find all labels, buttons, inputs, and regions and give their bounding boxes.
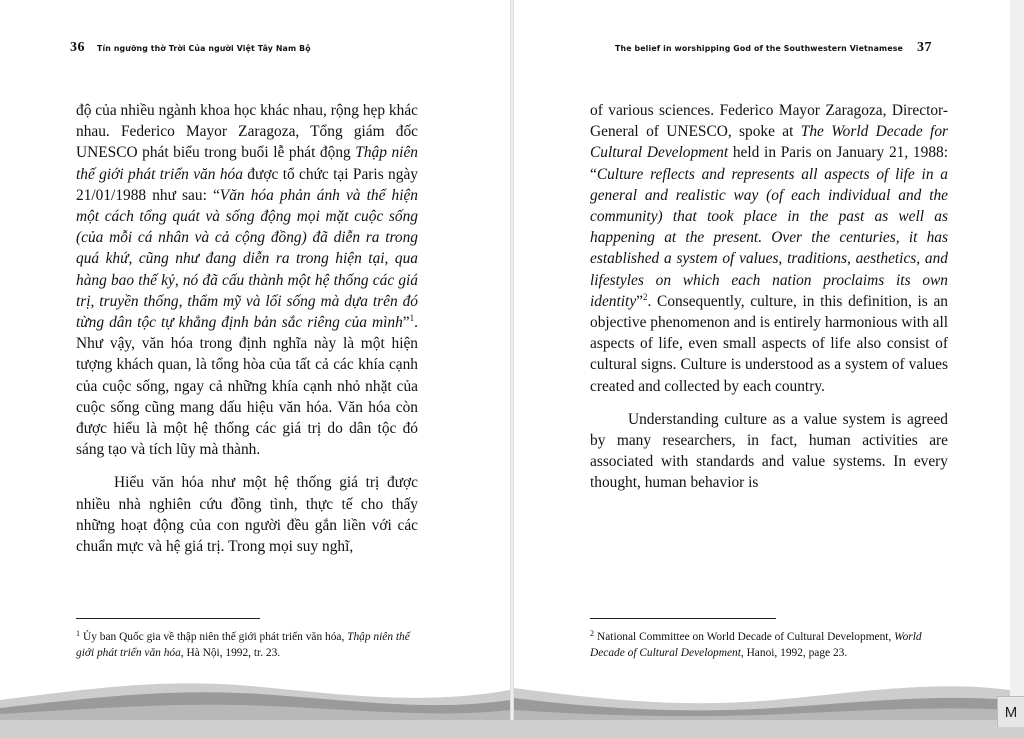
right-paragraph-1: of various sciences. Federico Mayor Zaragoza, Director-General of UNESCO, spoke at The World Decade for Cultural Development held in Paris on January 21, 1988: “Culture reflects and represents all aspects of life in a general and realistic way (of each individual and the community) that took place in the past as well as happening at the present. Over the centuries, it has established a system of values, traditions, aesthetics, and lifestyles on which each nation proclaims its own identity”$^2$. Consequently, culture, in this definition, is an objective phenomenon and is entirely harmonious with all aspects of life, even small aspects of life also consist of cultural signs. Culture is understood as a system of values created and collected by each country. xyxy=(590,102,949,395)
right-page xyxy=(514,0,1010,720)
footnote-ref-2: 2 xyxy=(643,291,648,302)
viewer-bottom-bar xyxy=(0,720,1024,738)
left-paragraph-2: Hiểu văn hóa như một hệ thống giá trị được nhiều nhà nghiên cứu đồng tình, thực tế cho thấy những hoạt động của con người đều gắn liền với các chuẩn mực và hệ giá trị. Trong mọi suy nghĩ, xyxy=(76,474,418,556)
left-page xyxy=(0,0,510,720)
right-body-text xyxy=(590,100,948,506)
left-running-title: Tín ngưỡng thờ Trời Của người Việt Tây Nam Bộ xyxy=(97,43,311,53)
viewer-corner-tab[interactable]: M xyxy=(997,696,1024,727)
right-paragraph-2: Understanding culture as a value system is agreed by many researchers, in fact, human activities are associated with standards and value systems. In every thought, human behavior is xyxy=(590,410,948,492)
right-running-title: The belief in worshipping God of the Southwestern Vietnamese xyxy=(615,43,903,53)
left-page-number: 36 xyxy=(70,40,85,55)
left-footnote-rule xyxy=(76,618,260,619)
left-footnote: $^1$ Ủy ban Quốc gia về thập niên thế giới phát triển văn hóa, Thập niên thế giới phát triển văn hóa, Hà Nội, 1992, tr. 23. xyxy=(76,629,410,659)
right-footnote-rule xyxy=(590,618,776,619)
left-running-head xyxy=(70,38,311,58)
right-wave-decoration xyxy=(514,660,1010,720)
right-footnote: $^2$ National Committee on World Decade of Cultural Development, World Decade of Cultural Development, Hanoi, 1992, page 23. xyxy=(590,629,922,659)
footnote-ref-1: 1 xyxy=(409,313,415,324)
right-page-number: 37 xyxy=(917,40,932,55)
footnote-mark-1: 1 xyxy=(76,629,80,638)
footnote-mark-2: 2 xyxy=(590,629,594,638)
left-body-text xyxy=(76,100,418,569)
left-paragraph-1: độ của nhiều ngành khoa học khác nhau, rộng hẹp khác nhau. Federico Mayor Zaragoza, Tổng giám đốc UNESCO phát biểu trong buổi lễ phát động Thập niên thế giới phát triển văn hóa được tổ chức tại Paris ngày 21/01/1988 như sau: “Văn hóa phản ánh và thể hiện một cách tổng quát và sống động mọi mặt cuộc sống (của mỗi cá nhân và cả cộng đồng) đã diễn ra trong quá khứ, cũng như đang diễn ra trong hiện tại, qua hàng bao thế kỷ, nó đã cấu thành một hệ thống các giá trị, truyền thống, thẩm mỹ và lối sống mà dựa trên đó từng dân tộc tự khẳng định bản sắc riêng của mình”$^1$. Như vậy, văn hóa trong định nghĩa này là một hiện tượng khách quan, là tổng hòa của tất cả các khía cạnh của cuộc sống, ngay cả những khía cạnh nhỏ nhặt của cuộc sống cũng mang dấu hiệu văn hóa. Văn hóa còn được hiểu là một hệ thống các giá trị do dân tộc đó sáng tạo và tích lũy mà thành. xyxy=(76,102,418,459)
viewer-right-edge xyxy=(1010,0,1024,720)
right-running-head xyxy=(615,38,932,58)
left-wave-decoration xyxy=(0,660,510,720)
